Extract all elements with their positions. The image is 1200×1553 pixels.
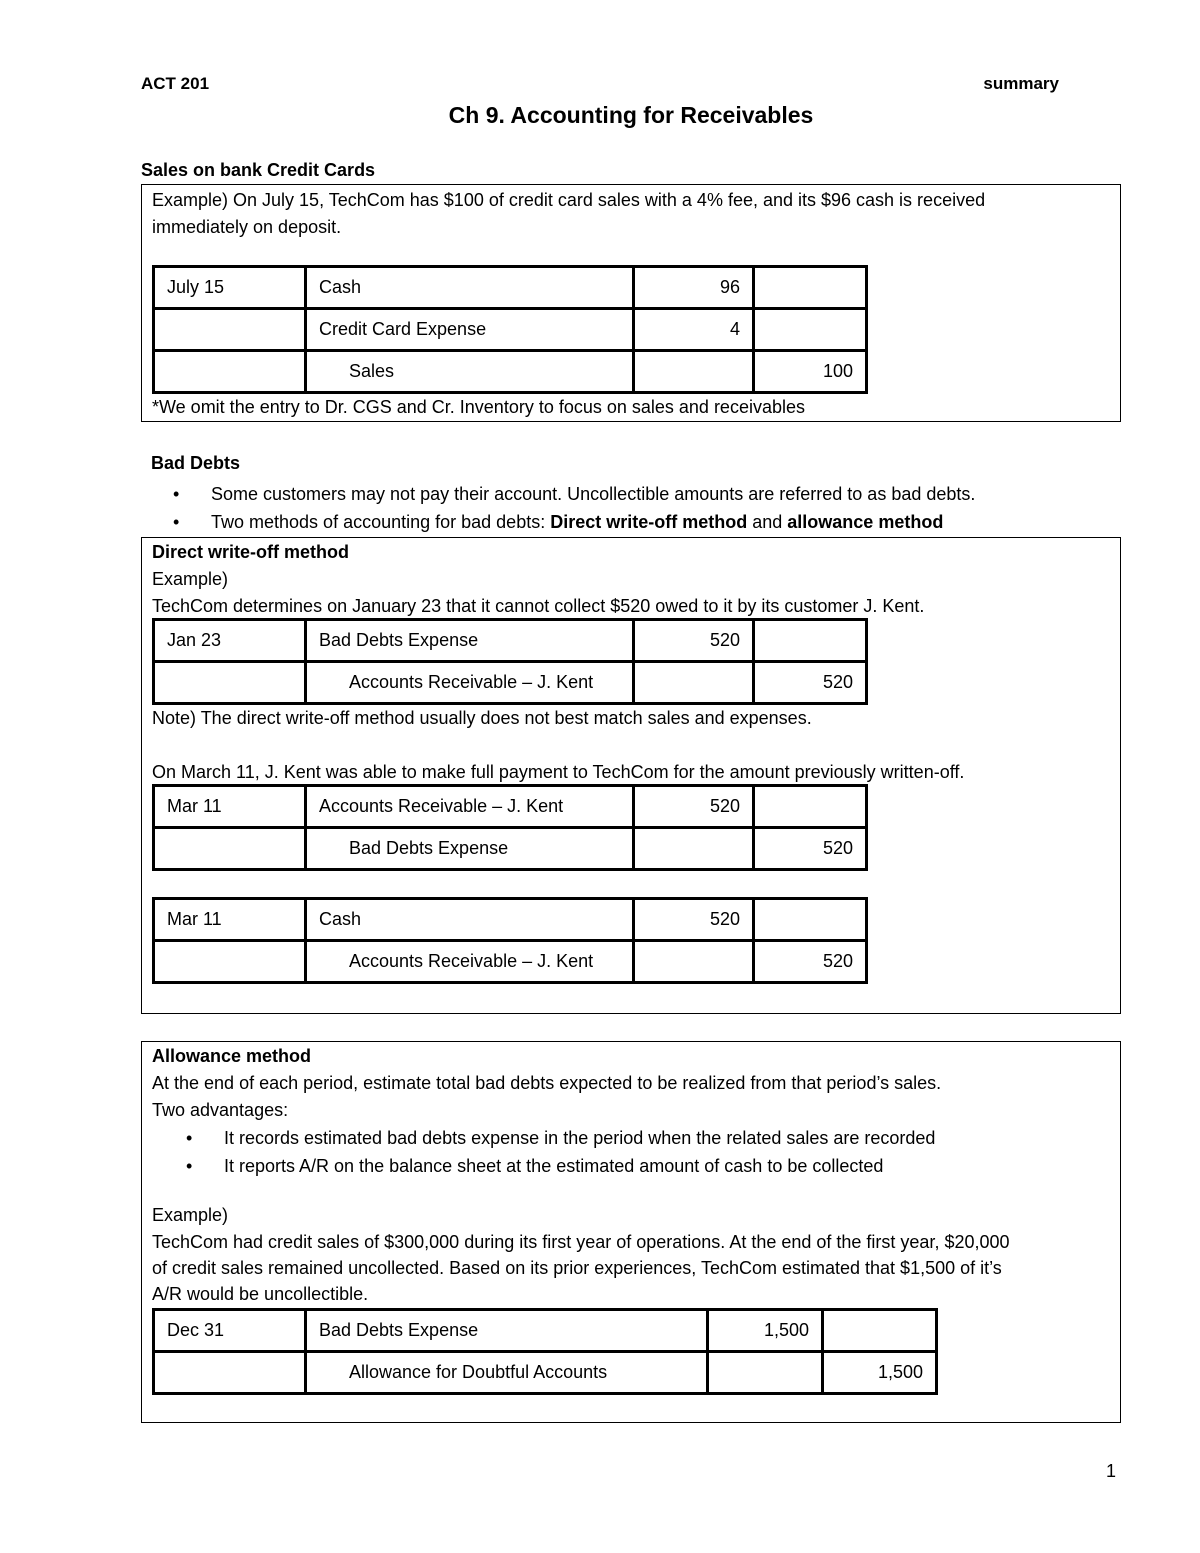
bullet-icon: • (186, 1156, 193, 1176)
direct-example-label: Example) (152, 569, 229, 589)
bad-debts-list (173, 480, 975, 536)
entry-account: Bad Debts Expense (306, 828, 634, 870)
method-allowance: allowance method (787, 512, 944, 532)
bullet-icon: • (186, 1128, 193, 1148)
entry-date (154, 662, 306, 704)
entry-debit (634, 662, 754, 704)
entry-account: Bad Debts Expense (306, 620, 634, 662)
collection-journal-entry (152, 897, 868, 984)
entry-account: Accounts Receivable – J. Kent (306, 786, 634, 828)
allowance-example-label: Example) (152, 1205, 229, 1225)
entry-date (154, 1352, 306, 1394)
direct-note: Note) The direct write-off method usually does not best match sales and expenses. (152, 708, 812, 728)
credit-cards-example-line2: immediately on deposit. (152, 217, 342, 237)
entry-account: Accounts Receivable – J. Kent (306, 662, 634, 704)
entry-date (154, 828, 306, 870)
allowance-line1: At the end of each period, estimate total bad debts expected to be realized from that period’s sales. (152, 1073, 942, 1093)
page-title: Ch 9. Accounting for Receivables (448, 102, 814, 128)
allowance-heading: Allowance method (152, 1046, 312, 1066)
journal-row (154, 941, 867, 983)
writeoff-journal-entry (152, 618, 868, 705)
advantage-text: It reports A/R on the balance sheet at the estimated amount of cash to be collected (224, 1156, 884, 1176)
list-item (186, 1152, 935, 1180)
credit-cards-example-line1: Example) On July 15, TechCom has $100 of credit card sales with a 4% fee, and its $96 cash is received (152, 190, 986, 210)
list-item (173, 508, 975, 536)
entry-debit: 520 (634, 899, 754, 941)
journal-row (154, 786, 867, 828)
entry-date: Mar 11 (154, 899, 306, 941)
journal-row (154, 620, 867, 662)
entry-account: Credit Card Expense (306, 309, 634, 351)
credit-cards-box (141, 184, 1121, 422)
entry-credit (754, 267, 867, 309)
allowance-example-line3: A/R would be uncollectible. (152, 1284, 369, 1304)
reinstate-journal-entry (152, 784, 868, 871)
entry-debit (634, 941, 754, 983)
entry-debit: 520 (634, 620, 754, 662)
entry-credit (754, 786, 867, 828)
entry-account: Sales (306, 351, 634, 393)
entry-credit: 520 (754, 662, 867, 704)
entry-account: Cash (306, 899, 634, 941)
journal-row (154, 351, 867, 393)
entry-date: July 15 (154, 267, 306, 309)
journal-row (154, 267, 867, 309)
allowance-journal-entry (152, 1308, 938, 1395)
credit-card-journal-entry (152, 265, 868, 394)
entry-account: Cash (306, 267, 634, 309)
journal-row (154, 1352, 937, 1394)
bullet-icon: • (173, 484, 180, 504)
direct-writeoff-box (141, 537, 1121, 1014)
journal-row (154, 899, 867, 941)
entry-debit: 4 (634, 309, 754, 351)
bullet-text-and: and (747, 512, 788, 532)
list-item (173, 480, 975, 508)
entry-account: Accounts Receivable – J. Kent (306, 941, 634, 983)
credit-cards-heading: Sales on bank Credit Cards (141, 160, 376, 180)
journal-row (154, 828, 867, 870)
allowance-method-box (141, 1041, 1121, 1423)
bad-debts-heading: Bad Debts (151, 453, 241, 473)
advantages-list (186, 1124, 935, 1180)
entry-credit (754, 620, 867, 662)
advantage-text: It records estimated bad debts expense in the period when the related sales are recorded (224, 1128, 936, 1148)
direct-heading: Direct write-off method (152, 542, 350, 562)
entry-debit (634, 828, 754, 870)
entry-debit (708, 1352, 823, 1394)
entry-account: Allowance for Doubtful Accounts (306, 1352, 708, 1394)
entry-credit: 1,500 (823, 1352, 937, 1394)
direct-example-text: TechCom determines on January 23 that it cannot collect $520 owed to it by its customer J. Kent. (152, 596, 925, 616)
page-number: 1 (1105, 1461, 1116, 1481)
entry-credit: 100 (754, 351, 867, 393)
allowance-example-line1: TechCom had credit sales of $300,000 during its first year of operations. At the end of the first year, $20,000 (152, 1232, 1010, 1252)
bullet-icon: • (173, 512, 180, 532)
entry-credit (754, 899, 867, 941)
header-label: summary (983, 74, 1059, 93)
direct-recovery-text: On March 11, J. Kent was able to make full payment to TechCom for the amount previously written-off. (152, 762, 965, 782)
entry-credit (823, 1310, 937, 1352)
entry-debit: 96 (634, 267, 754, 309)
bullet-text: Some customers may not pay their account. Uncollectible amounts are referred to as bad debts. (211, 484, 976, 504)
allowance-example-line2: of credit sales remained uncollected. Based on its prior experiences, TechCom estimated that $1,500 of it’s (152, 1258, 1002, 1278)
list-item (186, 1124, 935, 1152)
journal-row (154, 662, 867, 704)
entry-date (154, 309, 306, 351)
allowance-line2: Two advantages: (152, 1100, 289, 1120)
credit-cards-note: *We omit the entry to Dr. CGS and Cr. Inventory to focus on sales and receivables (152, 397, 805, 417)
method-direct: Direct write-off method (550, 512, 748, 532)
entry-debit: 520 (634, 786, 754, 828)
journal-row (154, 309, 867, 351)
entry-date: Mar 11 (154, 786, 306, 828)
entry-date: Jan 23 (154, 620, 306, 662)
entry-debit (634, 351, 754, 393)
entry-date (154, 941, 306, 983)
entry-date (154, 351, 306, 393)
entry-credit: 520 (754, 941, 867, 983)
course-code: ACT 201 (141, 74, 210, 93)
entry-account: Bad Debts Expense (306, 1310, 708, 1352)
bullet-text-prefix: Two methods of accounting for bad debts: (211, 512, 551, 532)
entry-credit: 520 (754, 828, 867, 870)
entry-debit: 1,500 (708, 1310, 823, 1352)
entry-date: Dec 31 (154, 1310, 306, 1352)
journal-row (154, 1310, 937, 1352)
entry-credit (754, 309, 867, 351)
